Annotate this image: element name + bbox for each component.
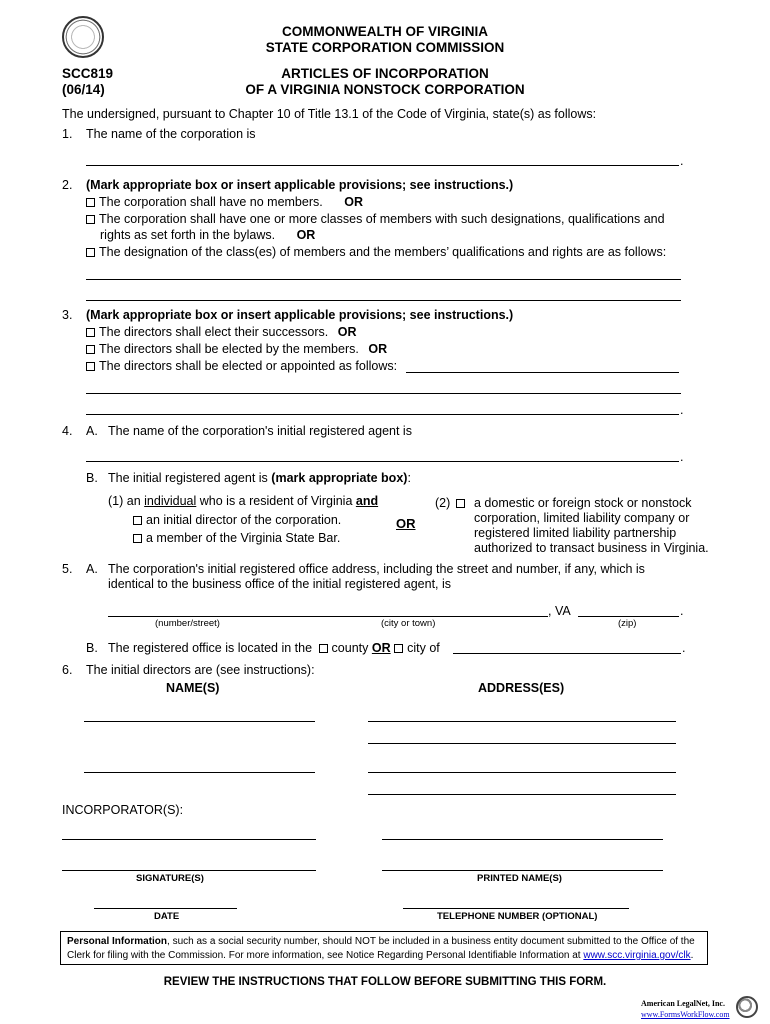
addresses-heading: ADDRESS(ES) [478,681,565,695]
item6-number: 6. [62,663,73,677]
item2-option-classes-cont: rights as set forth in the bylaws. OR [100,228,316,242]
item4b-label: B. [86,471,98,485]
telephone-caption: TELEPHONE NUMBER (OPTIONAL) [437,911,598,922]
city-checkbox[interactable] [394,644,403,653]
item4-number: 4. [62,424,73,438]
printed-name-caption: PRINTED NAME(S) [477,873,562,884]
item3-heading: (Mark appropriate box or insert applicable provisions; see instructions.) [86,308,514,322]
item2-or-1: OR [344,195,363,209]
director-address-field-2a[interactable] [368,772,676,773]
clerk-info-link[interactable]: www.scc.virginia.gov/clk [583,950,691,961]
publisher-link[interactable]: www.FormsWorkFlow.com [641,1010,730,1019]
item2-heading: (Mark appropriate box or insert applicable provisions; see instructions.) [86,178,514,192]
item2-number: 2. [62,178,73,192]
form-title-1: ARTICLES OF INCORPORATION [281,66,489,81]
initial-director-checkbox[interactable] [133,516,142,525]
directors-provision-field-2[interactable] [86,393,681,394]
personal-information-notice: Personal Information, such as a social security number, should NOT be included in a business entity document submitted to the Office of the Clerk for filing with the Commission. For more information, see Notice Regarding Personal Identifiable Information at www.scc.virginia.gov/clk. [60,931,708,965]
elected-as-follows-checkbox[interactable] [86,362,95,371]
intro-text: The undersigned, pursuant to Chapter 10 of Title 13.1 of the Code of Virginia, state(s) as follows: [62,107,597,121]
signature-caption: SIGNATURE(S) [136,873,204,884]
registered-agent-name-field[interactable] [86,461,679,462]
incorporators-label: INCORPORATOR(S): [62,803,184,817]
caption-city: (city or town) [381,618,436,629]
item5a-label: A. [86,562,98,576]
item4b-text: The initial registered agent is (mark appropriate box): [108,471,411,485]
names-heading: NAME(S) [166,681,220,695]
date-caption: DATE [154,911,180,922]
telephone-field[interactable] [403,908,629,909]
incorporator-printed-name-field-1[interactable] [382,839,663,840]
publisher-logo-icon [736,996,758,1018]
item3-or-2: OR [368,342,388,356]
item4a-label: A. [86,424,98,438]
corporation-name-field[interactable] [86,165,679,166]
entity-agent-checkbox[interactable] [456,499,465,508]
item5b-text: The registered office is located in the county OR city of [108,641,440,655]
member-classes-checkbox[interactable] [86,215,95,224]
item2-option-classes: The corporation shall have one or more classes of members with such designations, qualifications and [86,212,665,226]
agent-option-individual: (1) an individual who is a resident of Virginia and [108,494,379,508]
form-title-2: OF A VIRGINIA NONSTOCK CORPORATION [245,82,525,97]
header-line1: COMMONWEALTH OF VIRGINIA [282,24,488,39]
county-checkbox[interactable] [319,644,328,653]
elect-successors-checkbox[interactable] [86,328,95,337]
incorporator-printed-name-field-2[interactable] [382,870,663,871]
item3-option-elect-successors: The directors shall elect their successors. OR [86,325,357,339]
director-name-field-2[interactable] [84,772,315,773]
form-number: SCC819 [62,66,114,81]
incorporator-signature-field-2[interactable] [62,870,316,871]
registered-office-zip-field[interactable] [578,616,679,617]
director-address-field-2b[interactable] [368,794,676,795]
item3-option-elected-by-members: The directors shall be elected by the members. OR [86,342,387,356]
no-members-checkbox[interactable] [86,198,95,207]
item5b-label: B. [86,641,98,655]
caption-street: (number/street) [155,618,220,629]
va-label: , VA [548,604,571,618]
incorporator-signature-field-1[interactable] [62,839,316,840]
director-address-field-1b[interactable] [368,743,676,744]
agent-option-initial-director: an initial director of the corporation. [133,513,341,527]
directors-provision-field-3[interactable] [86,414,679,415]
item5-number: 5. [62,562,73,576]
registered-office-street-city-field[interactable] [108,616,548,617]
header-line2: STATE CORPORATION COMMISSION [265,40,505,55]
form-date: (06/14) [62,82,105,97]
state-bar-checkbox[interactable] [133,534,142,543]
date-field[interactable] [94,908,237,909]
agent-option-entity-text: a domestic or foreign stock or nonstock corporation, limited liability company or registered limited liability partnership authorized to transact business in Virginia. [474,496,709,555]
directors-provision-field-1[interactable] [406,372,679,373]
agent-option-entity: (2) [435,496,469,510]
item6-text: The initial directors are (see instructions): [86,663,315,677]
county-city-name-field[interactable] [453,653,681,654]
item5a-line1: The corporation's initial registered office address, including the street and number, if any, which is [108,562,645,576]
item3-or-1: OR [337,325,357,339]
item4-or: OR [396,516,416,531]
item3-option-as-follows: The directors shall be elected or appointed as follows: [86,359,397,373]
item2-option-no-members: The corporation shall have no members. OR [86,195,363,209]
designation-field-2[interactable] [86,300,681,301]
elected-by-members-checkbox[interactable] [86,345,95,354]
item4a-text: The name of the corporation's initial registered agent is [108,424,412,438]
item3-number: 3. [62,308,73,322]
item1-text: The name of the corporation is [86,127,256,141]
publisher-name: American LegalNet, Inc. [641,999,725,1008]
designation-field-1[interactable] [86,279,681,280]
caption-zip: (zip) [618,618,637,629]
review-instructions-footer: REVIEW THE INSTRUCTIONS THAT FOLLOW BEFORE SUBMITTING THIS FORM. [163,976,607,988]
director-address-field-1a[interactable] [368,721,676,722]
agent-option-state-bar: a member of the Virginia State Bar. [133,531,340,545]
item5a-line2: identical to the business office of the initial registered agent, is [108,577,452,591]
item2-option-designation: The designation of the class(es) of members and the members’ qualifications and rights are as follows: [86,245,666,259]
director-name-field-1[interactable] [84,721,315,722]
item1-number: 1. [62,127,73,141]
designation-checkbox[interactable] [86,248,95,257]
item2-or-2: OR [296,228,316,242]
